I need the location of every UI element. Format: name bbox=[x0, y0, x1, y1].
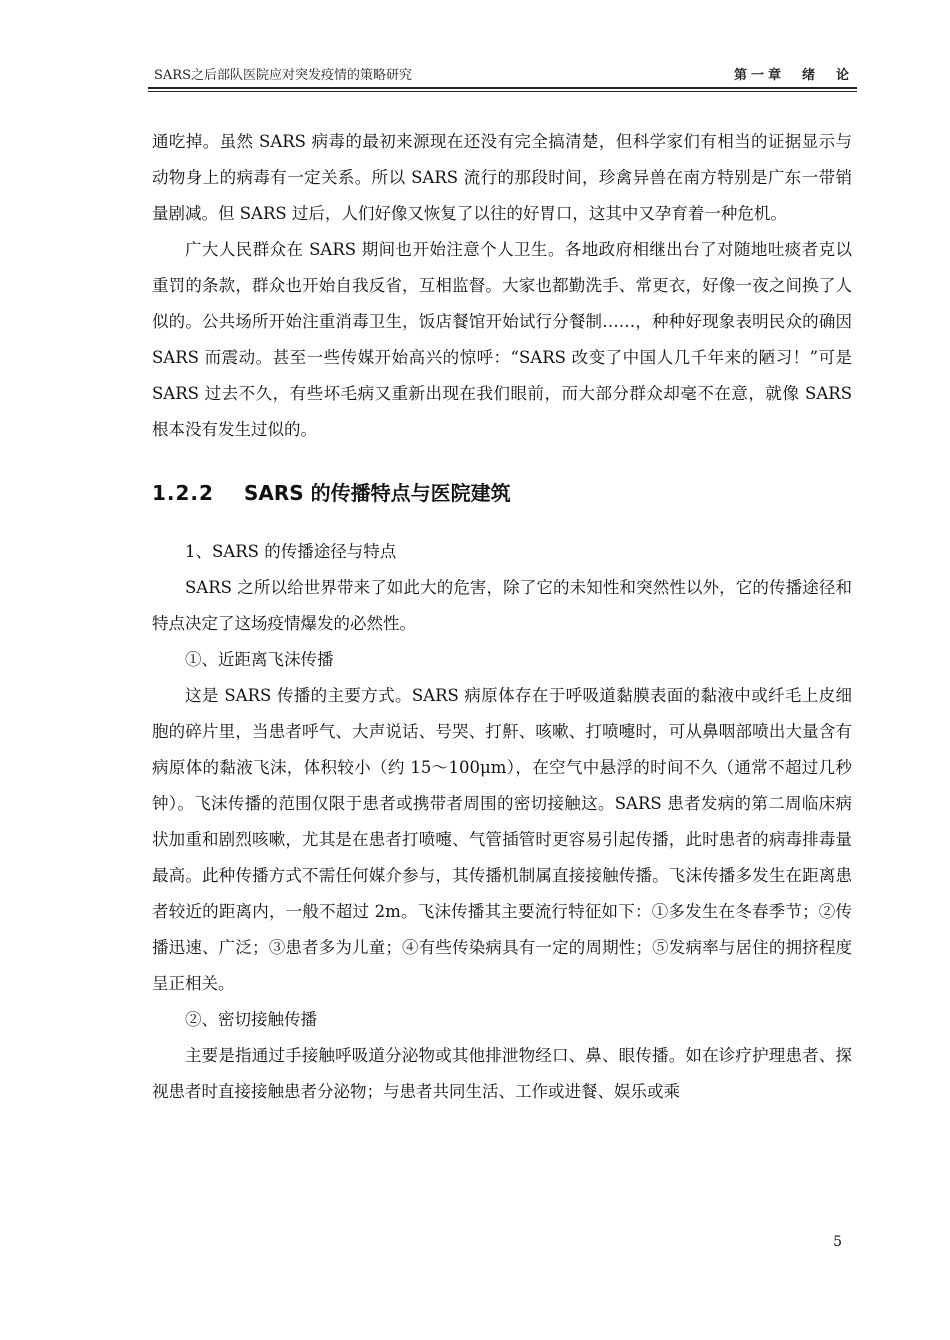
section-heading bbox=[152, 478, 852, 508]
paragraph-contact: 主要是指通过手接触呼吸道分泌物或其他排泄物经口、鼻、眼传播。如在诊疗护理患者、探视患者时直接接触患者分泌物；与患者共同生活、工作或进餐、娱乐或乘 bbox=[152, 1046, 852, 1101]
body-text bbox=[152, 124, 852, 1110]
paragraph-intro: SARS 之所以给世界带来了如此大的危害，除了它的未知性和突然性以外，它的传播途径和特点决定了这场疫情爆发的必然性。 bbox=[152, 578, 852, 633]
running-title: SARS之后部队医院应对突发疫情的策略研究 bbox=[154, 68, 412, 83]
item-droplet-title: ①、近距离飞沫传播 bbox=[185, 650, 334, 669]
running-header bbox=[148, 62, 857, 84]
paragraph-droplet: 这是 SARS 传播的主要方式。SARS 病原体存在于呼吸道黏膜表面的黏液中或纤毛上皮细胞的碎片里，当患者呼气、大声说话、号哭、打鼾、咳嗽、打喷嚏时，可从鼻咽部喷出大量含有病原体的黏液飞沫，体积较小（约 15～100μm），在空气中悬浮的时间不久（通常不超过几秒钟）。飞沫传播的范围仅限于患者或携带者周围的密切接触这。SARS 患者发病的第二周临床病状加重和剧烈咳嗽，尤其是在患者打喷嚏、气管插管时更容易引起传播，此时患者的病毒排毒量最高。此种传播方式不需任何媒介参与，其传播机制属直接接触传播。飞沫传播多发生在距离患者较近的距离内，一般不超过 2m。飞沫传播其主要流行特征如下：①多发生在冬春季节；②传播迅速、广泛；③患者多为儿童；④有些传染病具有一定的周期性；⑤发病率与居住的拥挤程度呈正相关。 bbox=[152, 686, 852, 993]
paragraph-hygiene: 广大人民群众在 SARS 期间也开始注意个人卫生。各地政府相继出台了对随地吐痰者克以重罚的条款，群众也开始自我反省，互相监督。大家也都勤洗手、常更衣，好像一夜之间换了人似的。公共场所开始注重消毒卫生，饭店餐馆开始试行分餐制……，种种好现象表明民众的确因 SARS 而震动。甚至一些传媒开始高兴的惊呼：“SARS 改变了中国人几千年来的陋习！”可是 SARS 过去不久，有些坏毛病又重新出现在我们眼前，而大部分群众却毫不在意，就像 SARS 根本没有发生过似的。 bbox=[152, 240, 852, 439]
header-rule bbox=[148, 87, 857, 92]
paragraph-continued: 通吃掉。虽然 SARS 病毒的最初来源现在还没有完全搞清楚，但科学家们有相当的证据显示与动物身上的病毒有一定关系。所以 SARS 流行的那段时间，珍禽异兽在南方特别是广东一带销量剧减。但 SARS 过后，人们好像又恢复了以往的好胃口，这其中又孕育着一种危机。 bbox=[152, 132, 852, 223]
section-number: 1.2.2 bbox=[152, 481, 214, 505]
section-title: SARS 的传播特点与医院建筑 bbox=[244, 481, 511, 505]
chapter-label: 第一章 绪 论 bbox=[733, 68, 853, 83]
subsection-title: 1、SARS 的传播途径与特点 bbox=[185, 542, 397, 561]
page-number: 5 bbox=[833, 1234, 842, 1250]
item-contact-title: ②、密切接触传播 bbox=[185, 1010, 317, 1029]
